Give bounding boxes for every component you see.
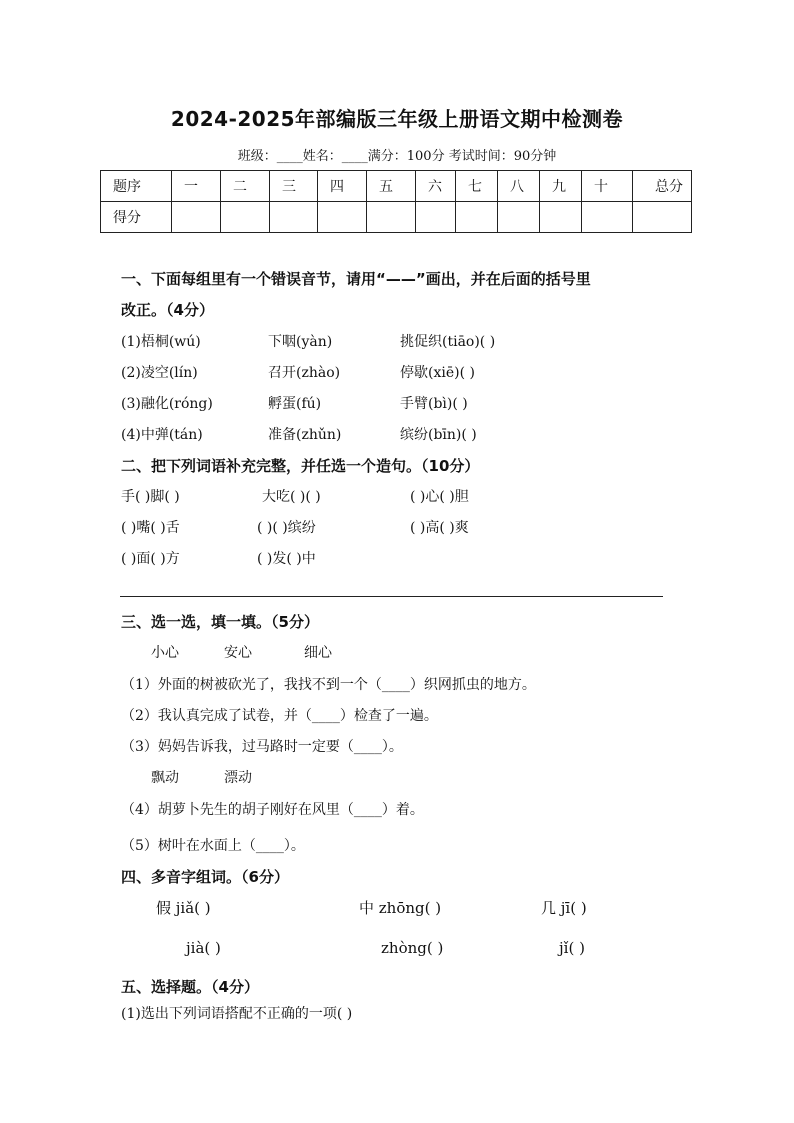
polyphone-item: 几 jī( ) <box>541 899 587 917</box>
exam-info-line: 班级：____姓名：____满分：100分 考试时间：90分钟 <box>237 149 557 164</box>
section3-heading: 三、选一选，填一填。（5分） <box>121 613 319 631</box>
word-option: 细心 <box>304 645 332 661</box>
section1-item: (2)凌空(lín) <box>121 365 198 381</box>
section1-item: (1)梧桐(wú) <box>121 334 201 350</box>
table-cell: 六 <box>416 171 456 202</box>
section2-item: ( )( )缤纷 <box>257 520 316 536</box>
table-cell: 一 <box>172 171 221 202</box>
polyphone-item: jià( ) <box>186 939 221 957</box>
table-cell: 总分 <box>633 171 692 202</box>
section1-item: 挑促织(tiāo)( ) <box>400 334 496 350</box>
score-input-cell[interactable] <box>582 202 633 233</box>
score-input-cell[interactable] <box>172 202 221 233</box>
section4-heading: 四、多音字组词。（6分） <box>121 868 289 886</box>
table-cell: 五 <box>367 171 416 202</box>
section2-item: ( )面( )方 <box>121 551 180 567</box>
section1-item: 缤纷(bīn)( ) <box>400 427 477 443</box>
section3-item: （1）外面的树被砍光了，我找不到一个（____）织网抓虫的地方。 <box>121 677 536 693</box>
table-cell: 四 <box>318 171 367 202</box>
word-option: 飘动 <box>151 770 179 786</box>
table-cell: 七 <box>456 171 498 202</box>
section1-item: 召开(zhào) <box>268 365 341 381</box>
score-input-cell[interactable] <box>498 202 540 233</box>
section2-item: 大吃( )( ) <box>262 489 321 505</box>
score-table-header-row <box>101 171 692 202</box>
section5-item: (1)选出下列词语搭配不正确的一项( ) <box>121 1006 353 1022</box>
table-cell: 题序 <box>101 171 172 202</box>
section1-item: 准备(zhǔn) <box>268 427 342 443</box>
table-cell: 二 <box>221 171 270 202</box>
word-option: 安心 <box>224 645 252 661</box>
section1-item: 下咽(yàn) <box>268 334 333 350</box>
section1-item: (3)融化(róng) <box>121 396 213 412</box>
score-table <box>100 170 692 233</box>
score-table-score-row <box>101 202 692 233</box>
section2-item: 手( )脚( ) <box>121 489 180 505</box>
score-input-cell[interactable] <box>633 202 692 233</box>
score-input-cell[interactable] <box>318 202 367 233</box>
table-cell: 得分 <box>101 202 172 233</box>
score-input-cell[interactable] <box>456 202 498 233</box>
word-option: 小心 <box>151 645 179 661</box>
section1-item: 手臂(bì)( ) <box>400 396 468 412</box>
polyphone-item: 中 zhōng( ) <box>359 899 442 917</box>
table-cell: 三 <box>270 171 318 202</box>
score-input-cell[interactable] <box>270 202 318 233</box>
table-cell: 十 <box>582 171 633 202</box>
section1-heading-cont: 改正。（4分） <box>121 301 214 319</box>
section3-item: （5）树叶在水面上（____）。 <box>121 838 305 854</box>
score-input-cell[interactable] <box>540 202 582 233</box>
score-input-cell[interactable] <box>221 202 270 233</box>
section2-item: ( )心( )胆 <box>410 489 469 505</box>
polyphone-item: 假 jiǎ( ) <box>156 899 211 917</box>
section3-item: （3）妈妈告诉我，过马路时一定要（____）。 <box>121 739 403 755</box>
section2-heading: 二、把下列词语补充完整，并任选一个造句。（10分） <box>121 457 480 475</box>
section3-item: （2）我认真完成了试卷，并（____）检查了一遍。 <box>121 708 438 724</box>
section1-heading: 一、下面每组里有一个错误音节，请用“——”画出，并在后面的括号里 <box>121 270 591 288</box>
section2-item: ( )高( )爽 <box>410 520 469 536</box>
polyphone-item: zhòng( ) <box>381 939 444 957</box>
polyphone-item: jǐ( ) <box>559 939 585 957</box>
section3-item: （4）胡萝卜先生的胡子刚好在风里（____）着。 <box>121 802 424 818</box>
section1-item: 停歇(xiē)( ) <box>400 365 475 381</box>
sentence-writing-line[interactable] <box>120 596 663 597</box>
score-input-cell[interactable] <box>416 202 456 233</box>
word-option: 漂动 <box>224 770 252 786</box>
section1-item: (4)中弹(tán) <box>121 427 203 443</box>
section2-item: ( )发( )中 <box>257 551 316 567</box>
score-input-cell[interactable] <box>367 202 416 233</box>
section1-item: 孵蛋(fú) <box>268 396 322 412</box>
section5-heading: 五、选择题。（4分） <box>121 978 259 996</box>
table-cell: 八 <box>498 171 540 202</box>
section2-item: ( )嘴( )舌 <box>121 520 180 536</box>
table-cell: 九 <box>540 171 582 202</box>
page-title: 2024-2025年部编版三年级上册语文期中检测卷 <box>170 107 624 131</box>
